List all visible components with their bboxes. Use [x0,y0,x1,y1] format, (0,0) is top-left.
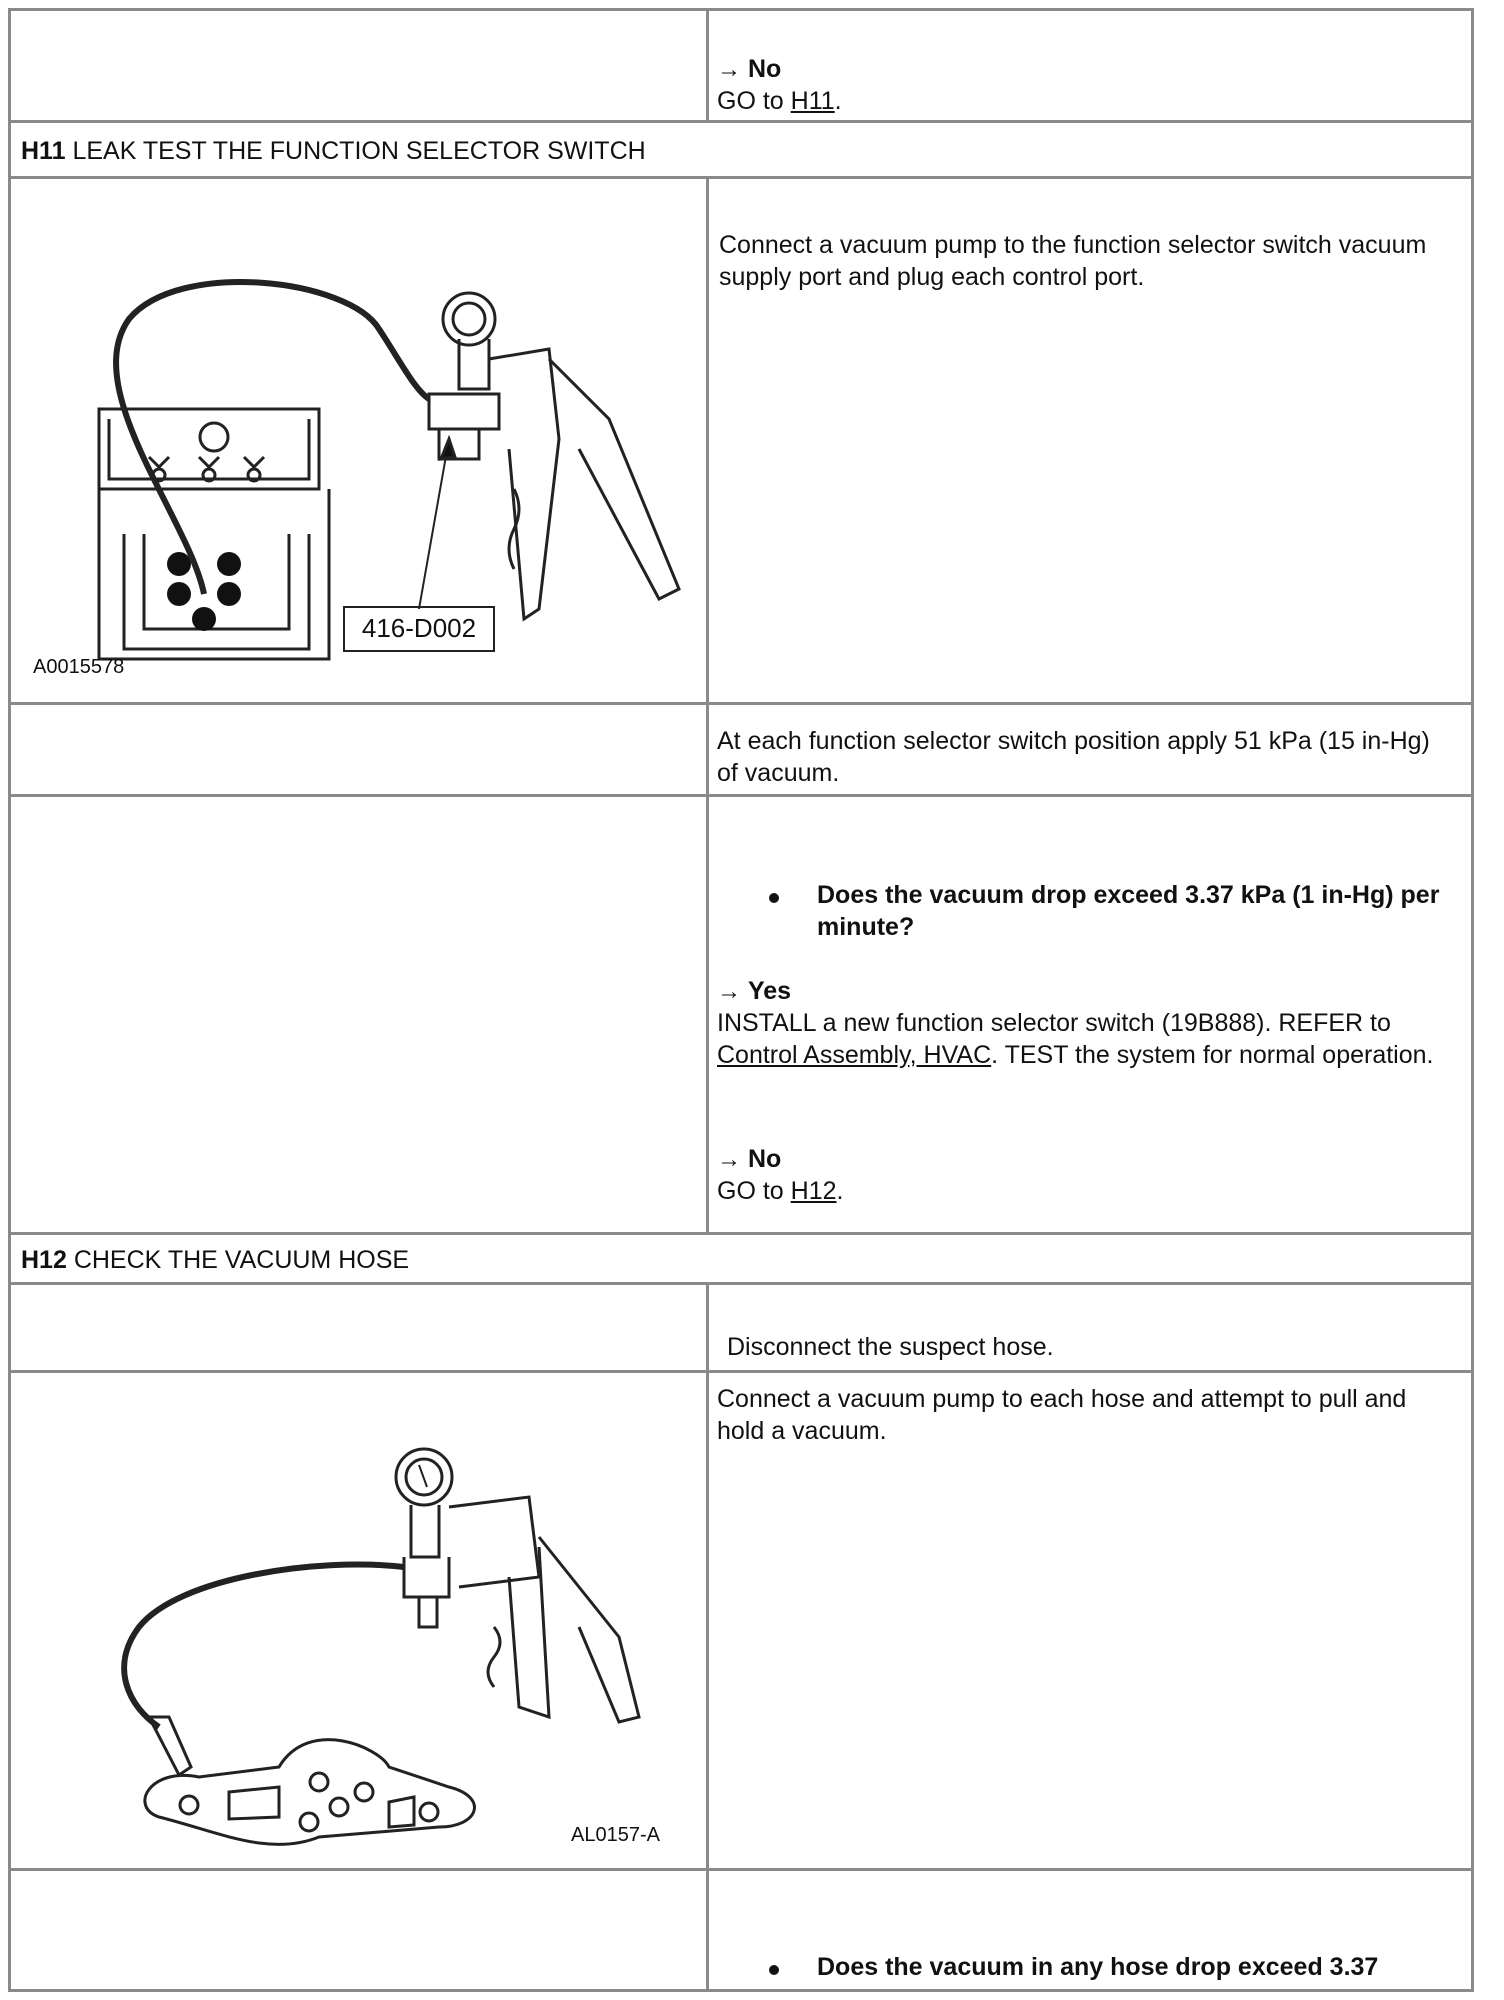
h12-step1-left-cell [8,1282,710,1374]
go-to-text: GO to [717,1177,784,1205]
go-to-text: GO to [717,87,784,115]
h12-step2-text: Connect a vacuum pump to each hose and attempt to pull and hold a vacuum. [717,1385,1407,1445]
row-prev-right-cell: → No GO to H11. [706,8,1474,124]
step-code-h11: H11 [21,137,66,165]
h11-step2-left-cell [8,702,710,798]
link-h11[interactable]: H11 [790,87,835,115]
vacuum-pump-hose-illustration [19,1387,699,1847]
h12-header [8,1232,1474,1286]
h12-question-right-cell [706,1868,1474,1992]
yes-label: Yes [747,977,792,1005]
h11-question-right-cell: Does the vacuum drop exceed 3.37 kPa (1 in-Hg) per minute? → Yes INSTALL a new function selector switch (19B888). REFER to Control Assembly, HVAC. TEST the system for normal operation. → No GO to H12. [706,794,1474,1236]
yes-action-text: INSTALL a new function selector switch (19B888). REFER to [717,1009,1391,1037]
h11-figure-cell [8,176,710,706]
h11-step1-text: Connect a vacuum pump to the function selector switch vacuum supply port and plug each control port. [719,231,1427,291]
no-label: No [747,1145,782,1173]
h12-figure-cell [8,1370,710,1872]
h12-question-left-cell [8,1868,710,1992]
h12-step2-cell [706,1370,1474,1872]
bullet-icon [769,1965,779,1975]
bullet-icon [769,893,779,903]
h11-header [8,120,1474,180]
arrow-right-icon: → [717,1146,741,1173]
h11-step2-right-cell [706,702,1474,798]
h11-question: Does the vacuum drop exceed 3.37 kPa (1 in-Hg) per minute? [817,881,1440,941]
h12-step1-text: Disconnect the suspect hose. [727,1333,1054,1361]
link-control-assembly[interactable]: Control Assembly, HVAC [717,1041,992,1069]
vacuum-pump-switch-illustration [19,189,699,689]
yes-action-text-2: . TEST the system for normal operation. [991,1041,1434,1069]
link-h12[interactable]: H12 [790,1177,837,1205]
step-title-h12: CHECK THE VACUUM HOSE [73,1246,410,1274]
h11-question-left-cell [8,794,710,1236]
h12-question: Does the vacuum in any hose drop exceed 3.37 [817,1953,1379,1981]
h12-step1-right-cell [706,1282,1474,1374]
figure-id: AL0157-A [571,1824,660,1846]
h11-step1-cell [706,176,1474,706]
row-prev-left-cell [8,8,710,124]
arrow-right-icon: → [717,978,741,1005]
no-label: No [747,55,782,83]
h11-step2-text: At each function selector switch position apply 51 kPa (15 in-Hg) of vacuum. [717,727,1430,787]
step-code-h12: H12 [21,1246,67,1274]
tool-label: 416-D002 [361,613,477,643]
step-title-h11: LEAK TEST THE FUNCTION SELECTOR SWITCH [72,137,646,165]
arrow-right-icon: → [717,56,741,83]
figure-id: A0015578 [33,656,125,678]
